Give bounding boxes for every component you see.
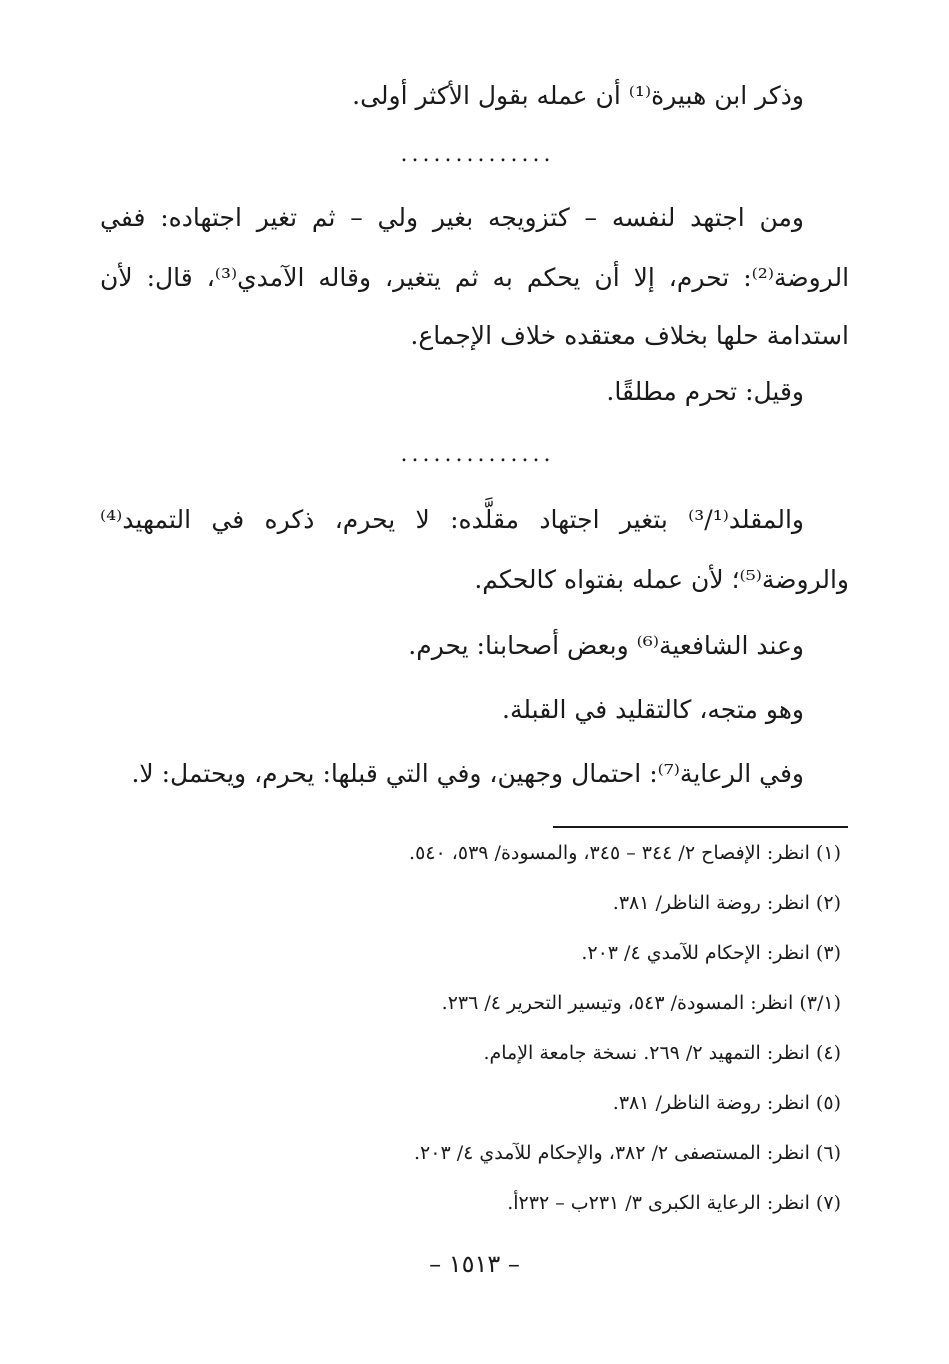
footnote-3-1: (٣/١) انظر: المسودة/ ٥٤٣، وتيسير التحرير ٤/ ٢٣٦. <box>441 992 841 1014</box>
section-separator: .............. <box>400 442 555 467</box>
section-separator: .............. <box>400 142 555 167</box>
paragraph-ijtihad-line-2: الروضة⁽²⁾: تحرم، إلا أن يحكم به ثم يتغير، وقاله الآمدي⁽³⁾، قال: لأن <box>100 263 850 292</box>
paragraph-ijtihad-line-3: استدامة حلها بخلاف معتقده خلاف الإجماع. <box>410 321 849 350</box>
paragraph-shafiiyya: وعند الشافعية⁽⁶⁾ وبعض أصحابنا: يحرم. <box>408 631 804 660</box>
paragraph-ibn-hubayra: وذكر ابن هبيرة⁽¹⁾ أن عمله بقول الأكثر أولى. <box>352 81 804 110</box>
paragraph-muqallid-line-1: والمقلد⁽³/¹⁾ بتغير اجتهاد مقلَّده: لا يحرم، ذكره في التمهيد⁽⁴⁾ <box>100 505 804 534</box>
paragraph-muqallid-line-2: والروضة⁽⁵⁾؛ لأن عمله بفتواه كالحكم. <box>474 565 849 594</box>
paragraph-mutajih: وهو متجه، كالتقليد في القبلة. <box>502 695 804 724</box>
footnote-6: (٦) انظر: المستصفى ٢/ ٣٨٢، والإحكام للآمدي ٤/ ٢٠٣. <box>414 1142 841 1164</box>
paragraph-ijtihad-line-1: ومن اجتهد لنفسه – كتزويجه بغير ولي – ثم تغير اجتهاده: ففي <box>100 203 804 232</box>
page-number: – ١٥١٣ – <box>429 1250 520 1278</box>
footnote-5: (٥) انظر: روضة الناظر/ ٣٨١. <box>612 1092 841 1114</box>
footnote-separator-rule <box>553 826 848 828</box>
footnote-7: (٧) انظر: الرعاية الكبرى ٣/ ٢٣١ب – ٢٣٢أ. <box>507 1192 841 1214</box>
footnote-3: (٣) انظر: الإحكام للآمدي ٤/ ٢٠٣. <box>581 942 841 964</box>
paragraph-qila: وقيل: تحرم مطلقًا. <box>606 377 804 406</box>
footnote-2: (٢) انظر: روضة الناظر/ ٣٨١. <box>612 892 841 914</box>
footnote-1: (١) انظر: الإفصاح ٢/ ٣٤٤ – ٣٤٥، والمسودة/ ٥٣٩، ٥٤٠. <box>409 842 841 864</box>
footnote-4: (٤) انظر: التمهيد ٢/ ٢٦٩. نسخة جامعة الإمام. <box>483 1042 841 1064</box>
paragraph-riaya: وفي الرعاية⁽⁷⁾: احتمال وجهين، وفي التي قبلها: يحرم، ويحتمل: لا. <box>131 759 804 788</box>
